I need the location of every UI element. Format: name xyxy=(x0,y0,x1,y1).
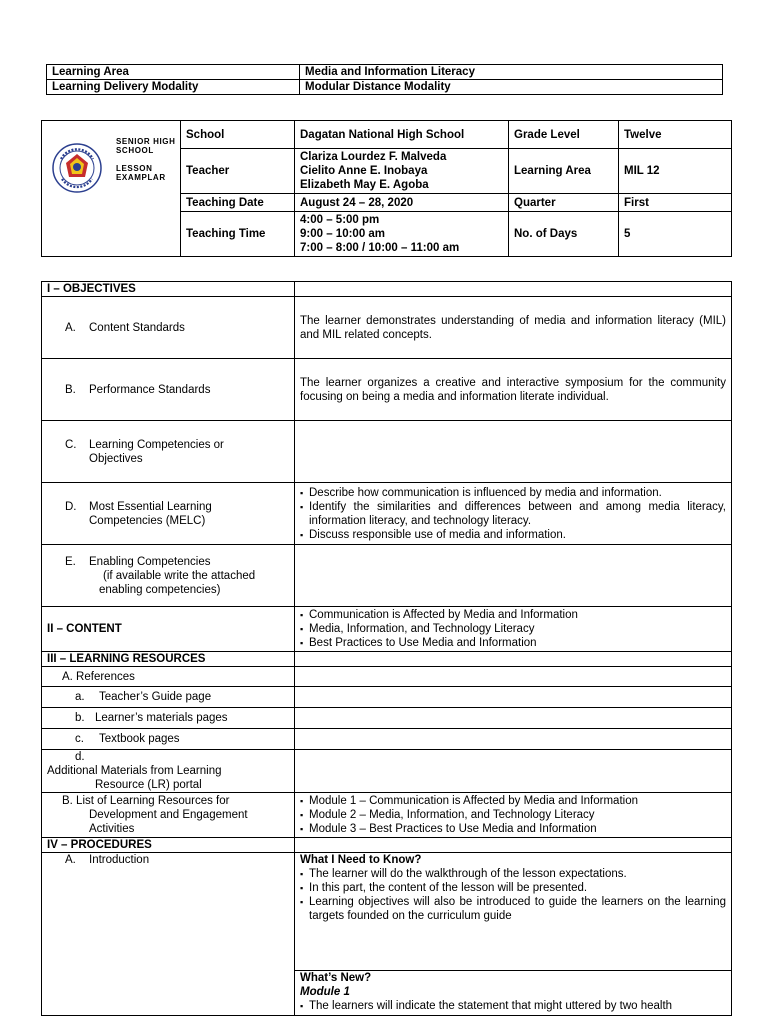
days-label: No. of Days xyxy=(509,212,619,257)
logo-text-examplar: EXAMPLAR xyxy=(116,173,166,182)
learners-materials-label: Learner’s materials pages xyxy=(95,712,228,724)
teachers-guide-label: Teacher’s Guide page xyxy=(99,691,212,703)
teaching-date-label: Teaching Date xyxy=(181,194,295,212)
teacher-name: Cielito Anne E. Inobaya xyxy=(300,165,428,177)
modules-list xyxy=(300,794,726,836)
what-i-need-to-know-heading: What I Need to Know? xyxy=(300,854,422,866)
learning-competencies-label: Learning Competencies or Objectives xyxy=(89,438,224,465)
performance-standards-label: Performance Standards xyxy=(89,383,211,396)
table-row: c. Textbook pages xyxy=(42,729,732,750)
list-item: ▪ Best Practices to Use Media and Information xyxy=(300,636,726,650)
melc-label: Most Essential Learning Competencies (MELC) xyxy=(89,500,212,527)
enabling-note: enabling competencies) xyxy=(99,583,221,596)
table-row: A. Content Standards The learner demonstrates understanding of media and information literacy (MIL) and MIL related concepts. xyxy=(42,297,732,359)
additional-materials-label: Additional Materials from Learning xyxy=(47,765,222,777)
list-item: ▪ Module 3 – Best Practices to Use Media and Information xyxy=(300,822,726,836)
table-row: E. Enabling Competencies (if available write the attached enabling competencies) xyxy=(42,545,732,607)
learning-area-label: Learning Area xyxy=(509,149,619,194)
objectives-heading: I – OBJECTIVES xyxy=(42,282,295,297)
teaching-time-values xyxy=(295,212,509,257)
table-row xyxy=(47,80,723,95)
content-standards-label: Content Standards xyxy=(89,321,185,334)
enabling-competencies-label: Enabling Competencies xyxy=(89,555,211,568)
list-item: ▪ Media, Information, and Technology Literacy xyxy=(300,622,726,636)
logo-text-lesson: LESSON xyxy=(116,164,153,173)
table-row: d.Additional Materials from Learning Resource (LR) portal xyxy=(42,750,732,793)
table-row xyxy=(42,667,732,687)
learning-area-table xyxy=(46,64,723,95)
list-item: ▪ The learners will indicate the statement that might uttered by two health xyxy=(300,999,726,1013)
resources-heading: III – LEARNING RESOURCES xyxy=(42,652,295,667)
list-item: ▪ Module 1 – Communication is Affected by Media and Information xyxy=(300,794,726,808)
content-heading: II – CONTENT xyxy=(42,607,295,652)
enabling-note: (if available write the attached xyxy=(103,569,256,582)
teaching-time: 9:00 – 10:00 am xyxy=(300,228,386,240)
grade-level-label: Grade Level xyxy=(509,121,619,149)
table-row: b. Learner’s materials pages xyxy=(42,708,732,729)
learning-area-value: MIL 12 xyxy=(619,149,732,194)
performance-standards-value: The learner organizes a creative and interactive symposium for the community focusing on being a media and information literate individual. xyxy=(295,359,732,421)
table-row xyxy=(47,65,723,80)
school-label: School xyxy=(181,121,295,149)
list-item: ▪ The learner will do the walkthrough of the lesson expectations. xyxy=(300,867,726,881)
melc-list xyxy=(300,486,726,542)
table-row: C. Learning Competencies or Objectives xyxy=(42,421,732,483)
references-label: A. References xyxy=(42,667,295,687)
table-row xyxy=(42,838,732,853)
lesson-header-table xyxy=(41,120,732,257)
content-list xyxy=(300,608,726,650)
teaching-date-value: August 24 – 28, 2020 xyxy=(295,194,509,212)
teaching-time: 4:00 – 5:00 pm xyxy=(300,214,380,226)
list-item: ▪ Describe how communication is influenced by media and information. xyxy=(300,486,726,500)
teaching-time: 7:00 – 8:00 / 10:00 – 11:00 am xyxy=(300,242,460,254)
teacher-name: Clariza Lourdez F. Malveda xyxy=(300,151,447,163)
list-item: ▪ Module 2 – Media, Information, and Technology Literacy xyxy=(300,808,726,822)
table-row: D. Most Essential Learning Competencies (MELC) ▪ Describe how communication is influenced by media and information. ▪ Identify the similarities and differences between and among media literacy, information literacy, and technology literacy. ▪ Discuss responsible use of media and information. xyxy=(42,483,732,545)
list-item: ▪ Learning objectives will also be introduced to guide the learners on the learning targets founded on the curriculum guide xyxy=(300,895,726,923)
table-row: A. Introduction What I Need to Know? ▪ The learner will do the walkthrough of the lesson expectations. ▪ In this part, the content of the lesson will be presented. ▪ Learning objectives will also be introduced to guide the learners on the learning targets founded on the curriculum guide xyxy=(42,853,732,971)
table-row xyxy=(42,282,732,297)
learning-area-value: Media and Information Literacy xyxy=(300,65,723,80)
table-row xyxy=(42,121,732,149)
learning-resources-list-label: Activities xyxy=(89,823,135,835)
logo-cell xyxy=(42,121,181,257)
lesson-plan-table xyxy=(41,281,732,1016)
module-label: Module 1 xyxy=(300,986,350,998)
list-item: ▪ Discuss responsible use of media and information. xyxy=(300,528,726,542)
quarter-label: Quarter xyxy=(509,194,619,212)
learning-area-label: Learning Area xyxy=(47,65,300,80)
table-row: a. Teacher’s Guide page xyxy=(42,687,732,708)
school-value: Dagatan National High School xyxy=(295,121,509,149)
list-item: ▪ Identify the similarities and differences between and among media literacy, information literacy, and technology literacy. xyxy=(300,500,726,528)
table-row xyxy=(42,793,732,838)
deped-seal-icon xyxy=(52,143,102,193)
delivery-modality-value: Modular Distance Modality xyxy=(300,80,723,95)
list-item: ▪ In this part, the content of the lesson will be presented. xyxy=(300,881,726,895)
learning-resources-list-label: Development and Engagement xyxy=(89,809,248,821)
logo-text-school: SCHOOL xyxy=(116,146,154,155)
textbook-pages-label: Textbook pages xyxy=(99,733,180,745)
need-to-know-list xyxy=(300,867,726,923)
teacher-name: Elizabeth May E. Agoba xyxy=(300,179,429,191)
days-value: 5 xyxy=(619,212,732,257)
teacher-label: Teacher xyxy=(181,149,295,194)
additional-materials-label: Resource (LR) portal xyxy=(95,779,202,791)
learning-resources-list-label: B. List of Learning Resources for xyxy=(62,795,230,807)
list-item: ▪ Communication is Affected by Media and Information xyxy=(300,608,726,622)
teacher-names xyxy=(295,149,509,194)
quarter-value: First xyxy=(619,194,732,212)
procedures-heading: IV – PROCEDURES xyxy=(42,838,295,853)
introduction-label: Introduction xyxy=(89,854,150,866)
table-row xyxy=(42,652,732,667)
grade-level-value: Twelve xyxy=(619,121,732,149)
teaching-time-label: Teaching Time xyxy=(181,212,295,257)
whats-new-list xyxy=(300,999,726,1013)
whats-new-heading: What’s New? xyxy=(300,972,372,984)
table-row xyxy=(42,607,732,652)
content-standards-value: The learner demonstrates understanding of media and information literacy (MIL) and MIL related concepts. xyxy=(295,297,732,359)
table-row: B. Performance Standards The learner organizes a creative and interactive symposium for the community focusing on being a media and information literate individual. xyxy=(42,359,732,421)
logo-text-senior-high: SENIOR HIGH xyxy=(116,137,176,146)
delivery-modality-label: Learning Delivery Modality xyxy=(47,80,300,95)
